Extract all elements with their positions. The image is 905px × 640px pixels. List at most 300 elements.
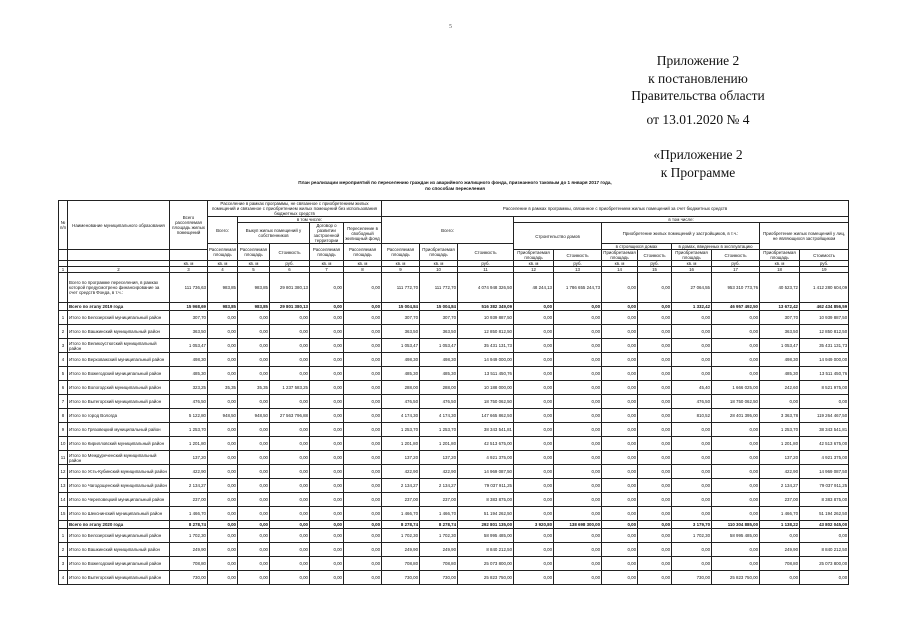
value-cell: 15 968,69	[170, 303, 208, 311]
value-cell: 0,00	[554, 303, 602, 311]
value-cell: 0,00	[310, 353, 344, 367]
value-cell: 498,30	[382, 353, 420, 367]
value-cell: 137,20	[420, 451, 458, 465]
value-cell: 48 244,13	[514, 273, 554, 303]
value-cell: 0,00	[554, 395, 602, 409]
value-cell: 948,50	[238, 409, 270, 423]
value-cell: 3 179,70	[672, 521, 712, 529]
row-number: 8	[59, 409, 68, 423]
value-cell: 0,00	[208, 479, 238, 493]
value-cell: 29 801 380,13	[270, 303, 310, 311]
header-no: № п/п	[59, 201, 68, 250]
value-cell: 0,00	[310, 381, 344, 395]
value-cell: 1 702,30	[382, 529, 420, 543]
unit-cell: кв. м	[672, 261, 712, 267]
value-cell: 1 702,30	[420, 529, 458, 543]
value-cell: 0,00	[672, 437, 712, 451]
table-row	[59, 529, 849, 543]
value-cell: 13 511 450,76	[458, 367, 514, 381]
value-cell: 0,00	[310, 557, 344, 571]
value-cell: 249,90	[382, 543, 420, 557]
value-cell: 25 073 800,00	[800, 557, 849, 571]
value-cell: 42 513 675,00	[800, 437, 849, 451]
table-row	[59, 367, 849, 381]
value-cell: 0,00	[344, 437, 382, 451]
value-cell: 0,00	[760, 395, 800, 409]
value-cell: 1 466,70	[170, 507, 208, 521]
municipality-name: Итого по Белозерский муниципальный район	[68, 311, 170, 325]
value-cell: 0,00	[760, 529, 800, 543]
row-number: 2	[59, 543, 68, 557]
value-cell: 8 383 875,00	[458, 493, 514, 507]
value-cell: 730,00	[420, 571, 458, 585]
value-cell: 0,00	[712, 451, 760, 465]
value-cell: 138 698 300,00	[554, 521, 602, 529]
value-cell: 58 995 485,00	[712, 529, 760, 543]
value-cell: 0,00	[638, 273, 672, 303]
value-cell: 14 949 000,00	[800, 353, 849, 367]
header-sub-area-resettled: Расселяемая площадь	[238, 244, 270, 261]
value-cell: 1 053,47	[760, 339, 800, 353]
row-number	[59, 521, 68, 529]
header-b-acquire-built: в домах, введенных в эксплуатацию	[672, 244, 760, 250]
value-cell: 0,00	[208, 493, 238, 507]
row-number: 2	[59, 325, 68, 339]
value-cell: 28 401 395,00	[712, 409, 760, 423]
heading-line: «Приложение 2	[653, 147, 743, 162]
value-cell: 0,00	[310, 303, 344, 311]
value-cell: 8 521 975,00	[800, 381, 849, 395]
value-cell: 0,00	[638, 571, 672, 585]
value-cell: 0,00	[344, 395, 382, 409]
row-number: 4	[59, 353, 68, 367]
value-cell: 0,00	[310, 571, 344, 585]
value-cell: 0,00	[602, 311, 638, 325]
value-cell: 0,00	[638, 493, 672, 507]
value-cell: 0,00	[514, 543, 554, 557]
header-b-acquire-building: в строящихся домах	[602, 244, 672, 250]
header-sub-cost: Стоимость	[800, 250, 849, 261]
value-cell: 0,00	[310, 451, 344, 465]
value-cell: 35,35	[208, 381, 238, 395]
value-cell: 0,00	[238, 339, 270, 353]
value-cell: 2 134,27	[420, 479, 458, 493]
unit-cell: руб.	[270, 261, 310, 267]
column-index-cell: 19	[800, 267, 849, 273]
row-number: 6	[59, 381, 68, 395]
value-cell: 0,00	[514, 529, 554, 543]
municipality-name: Итого по Вашкинский муниципальный район	[68, 543, 170, 557]
municipality-name: Итого по Междуреченский муниципальный район	[68, 451, 170, 465]
value-cell: 237,00	[382, 493, 420, 507]
value-cell: 0,00	[270, 507, 310, 521]
value-cell: 0,00	[344, 303, 382, 311]
value-cell: 1 138,22	[760, 521, 800, 529]
value-cell: 79 037 911,25	[458, 479, 514, 493]
value-cell: 476,50	[672, 395, 712, 409]
value-cell: 12 850 812,50	[458, 325, 514, 339]
header-sub-area-acquired: Приобретаемая площадь	[420, 244, 458, 261]
value-cell: 363,50	[420, 325, 458, 339]
value-cell: 0,00	[638, 507, 672, 521]
value-cell: 0,00	[238, 521, 270, 529]
value-cell: 110 304 885,00	[712, 521, 760, 529]
value-cell: 79 037 911,25	[800, 479, 849, 493]
value-cell: 422,90	[760, 465, 800, 479]
municipality-name: Итого по Усть-Кубинский муниципальный район	[68, 465, 170, 479]
value-cell: 0,00	[208, 353, 238, 367]
column-index-cell: 18	[760, 267, 800, 273]
value-cell: 0,00	[602, 303, 638, 311]
value-cell: 0,00	[638, 395, 672, 409]
value-cell: 516 382 349,09	[458, 303, 514, 311]
column-index-cell: 4	[208, 267, 238, 273]
value-cell: 0,00	[602, 353, 638, 367]
value-cell: 0,00	[712, 543, 760, 557]
value-cell: 8 278,74	[420, 521, 458, 529]
value-cell: 0,00	[638, 543, 672, 557]
value-cell: 10 939 887,50	[800, 311, 849, 325]
value-cell: 0,00	[310, 529, 344, 543]
unit-cell: кв. м	[208, 261, 238, 267]
value-cell: 708,80	[170, 557, 208, 571]
value-cell: 0,00	[238, 451, 270, 465]
heading-line: к постановлению	[648, 70, 748, 86]
value-cell: 476,50	[170, 395, 208, 409]
value-cell: 810,52	[672, 409, 712, 423]
column-index-cell: 5	[238, 267, 270, 273]
value-cell: 0,00	[712, 353, 760, 367]
column-index-cell: 11	[458, 267, 514, 273]
header-total-area: Всего расселяемая площадь жилых помещений	[170, 201, 208, 250]
value-cell: 1 466,70	[420, 507, 458, 521]
value-cell: 4 921 375,00	[458, 451, 514, 465]
municipality-name: Итого по Верховажский муниципальный район	[68, 353, 170, 367]
value-cell: 485,30	[382, 367, 420, 381]
value-cell: 0,00	[638, 479, 672, 493]
value-cell: 0,00	[310, 273, 344, 303]
value-cell: 476,50	[382, 395, 420, 409]
value-cell: 0,00	[270, 423, 310, 437]
value-cell: 12 850 812,50	[800, 325, 849, 339]
value-cell: 0,00	[310, 395, 344, 409]
value-cell: 0,00	[344, 273, 382, 303]
value-cell: 0,00	[208, 339, 238, 353]
value-cell: 307,70	[170, 311, 208, 325]
value-cell: 0,00	[602, 493, 638, 507]
value-cell: 35 431 131,73	[458, 339, 514, 353]
value-cell: 0,00	[514, 423, 554, 437]
header-a-free: Переселение в свободный жилищный фонд	[344, 223, 382, 244]
value-cell: 323,25	[170, 381, 208, 395]
table-row	[59, 423, 849, 437]
value-cell: 0,00	[270, 395, 310, 409]
value-cell: 0,00	[344, 423, 382, 437]
value-cell: 0,00	[344, 367, 382, 381]
value-cell: 730,00	[672, 571, 712, 585]
value-cell: 0,00	[344, 557, 382, 571]
value-cell: 2 134,27	[382, 479, 420, 493]
value-cell: 0,00	[344, 409, 382, 423]
table-row	[59, 557, 849, 571]
value-cell: 35,35	[238, 381, 270, 395]
heading-line: Правительства области	[631, 88, 765, 103]
value-cell: 0,00	[514, 507, 554, 521]
municipality-name: Итого по город Вологда	[68, 409, 170, 423]
value-cell: 0,00	[344, 339, 382, 353]
value-cell: 485,30	[420, 367, 458, 381]
header-group-b: Расселение в рамках программы, связанное с приобретением жилых помещений за счет бюджетных средств	[382, 201, 849, 217]
value-cell: 0,00	[602, 571, 638, 585]
value-cell: 0,00	[638, 465, 672, 479]
value-cell: 0,00	[712, 437, 760, 451]
value-cell: 0,00	[554, 381, 602, 395]
value-cell: 292 801 135,00	[458, 521, 514, 529]
value-cell: 0,00	[238, 571, 270, 585]
value-cell: 5 122,80	[170, 409, 208, 423]
value-cell: 25 823 750,00	[712, 571, 760, 585]
column-index-cell: 15	[638, 267, 672, 273]
heading-line: Приложение 2	[656, 53, 740, 68]
value-cell: 0,00	[238, 437, 270, 451]
value-cell: 983,85	[238, 273, 270, 303]
value-cell: 237,00	[170, 493, 208, 507]
table-row	[59, 493, 849, 507]
value-cell: 0,00	[344, 465, 382, 479]
value-cell: 0,00	[554, 493, 602, 507]
value-cell: 8 383 875,00	[800, 493, 849, 507]
heading-line: от 13.01.2020 № 4	[646, 111, 750, 127]
value-cell: 0,00	[208, 311, 238, 325]
value-cell: 0,00	[208, 325, 238, 339]
table-row	[59, 571, 849, 585]
value-cell: 0,00	[638, 409, 672, 423]
value-cell: 983,85	[238, 303, 270, 311]
value-cell: 485,30	[170, 367, 208, 381]
value-cell: 0,00	[514, 353, 554, 367]
header-sub-area-resettled: Расселяемая площадь	[382, 244, 420, 261]
value-cell: 0,00	[800, 571, 849, 585]
value-cell: 0,00	[712, 339, 760, 353]
row-number: 11	[59, 451, 68, 465]
value-cell: 0,00	[270, 465, 310, 479]
table-row	[59, 507, 849, 521]
municipality-name: Итого по Великоустюгский муниципальный район	[68, 339, 170, 353]
value-cell: 0,00	[514, 409, 554, 423]
value-cell: 147 665 862,50	[458, 409, 514, 423]
value-cell: 307,70	[382, 311, 420, 325]
value-cell: 0,00	[554, 437, 602, 451]
municipality-name: Итого по Вашкинский муниципальный район	[68, 325, 170, 339]
value-cell: 0,00	[712, 507, 760, 521]
value-cell: 0,00	[344, 311, 382, 325]
unit-cell: руб.	[554, 261, 602, 267]
value-cell: 8 840 212,50	[458, 543, 514, 557]
value-cell: 0,00	[208, 543, 238, 557]
value-cell: 1 786 655 244,73	[554, 273, 602, 303]
value-cell: 0,00	[238, 543, 270, 557]
header-a-buyout: Выкуп жилых помещений у собственников	[238, 223, 310, 244]
value-cell: 0,00	[672, 325, 712, 339]
value-cell: 0,00	[344, 451, 382, 465]
value-cell: 708,80	[760, 557, 800, 571]
value-cell: 0,00	[208, 367, 238, 381]
value-cell: 0,00	[270, 353, 310, 367]
value-cell: 8 840 212,50	[800, 543, 849, 557]
value-cell: 0,00	[554, 325, 602, 339]
header-group-a: Расселение в рамках программы, не связанное с приобретением жилых помещений и связанное с приобретением жилых помещений без использования бюджетных средств	[208, 201, 382, 217]
table-row	[59, 325, 849, 339]
value-cell: 0,00	[672, 479, 712, 493]
value-cell: 0,00	[554, 529, 602, 543]
value-cell: 0,00	[270, 521, 310, 529]
value-cell: 0,00	[310, 507, 344, 521]
value-cell: 1 201,80	[760, 437, 800, 451]
value-cell: 1 666 025,00	[712, 381, 760, 395]
municipality-name: Всего по этапу 2020 года	[68, 521, 170, 529]
table-row	[59, 437, 849, 451]
value-cell: 0,00	[238, 367, 270, 381]
value-cell: 0,00	[238, 507, 270, 521]
value-cell: 0,00	[638, 303, 672, 311]
value-cell: 0,00	[602, 395, 638, 409]
value-cell: 0,00	[672, 507, 712, 521]
value-cell: 249,90	[760, 543, 800, 557]
header-b-total: Всего:	[382, 217, 514, 244]
value-cell: 983,85	[208, 303, 238, 311]
unit-cell: руб.	[638, 261, 672, 267]
value-cell: 0,00	[554, 465, 602, 479]
value-cell: 0,00	[270, 367, 310, 381]
value-cell: 111 772,70	[382, 273, 420, 303]
value-cell: 13 511 450,76	[800, 367, 849, 381]
value-cell: 18 750 062,50	[458, 395, 514, 409]
value-cell: 0,00	[310, 543, 344, 557]
heading-line: к Программе	[660, 164, 736, 180]
value-cell: 0,00	[554, 543, 602, 557]
value-cell: 0,00	[602, 465, 638, 479]
value-cell: 0,00	[514, 479, 554, 493]
column-index-cell: 13	[554, 267, 602, 273]
unit-cell: руб.	[458, 261, 514, 267]
row-number: 14	[59, 493, 68, 507]
header-a-total: Всего:	[208, 217, 238, 244]
plan-title	[200, 180, 710, 192]
value-cell: 0,00	[602, 325, 638, 339]
municipality-name: Всего по этапу 2019 года	[68, 303, 170, 311]
column-index-cell: 2	[68, 267, 170, 273]
column-index-cell: 17	[712, 267, 760, 273]
value-cell: 0,00	[310, 465, 344, 479]
value-cell: 2 134,27	[760, 479, 800, 493]
unit-cell: кв. м	[514, 261, 554, 267]
unit-cell: руб.	[712, 261, 760, 267]
value-cell: 1 201,80	[382, 437, 420, 451]
value-cell: 0,00	[554, 353, 602, 367]
value-cell: 0,00	[672, 493, 712, 507]
value-cell: 0,00	[514, 437, 554, 451]
value-cell: 730,00	[170, 571, 208, 585]
table-row	[59, 303, 849, 311]
value-cell: 0,00	[554, 339, 602, 353]
value-cell: 0,00	[602, 423, 638, 437]
column-index-cell: 7	[310, 267, 344, 273]
value-cell: 0,00	[602, 451, 638, 465]
value-cell: 4 074 948 326,50	[458, 273, 514, 303]
row-number: 13	[59, 479, 68, 493]
value-cell: 0,00	[554, 409, 602, 423]
value-cell: 0,00	[602, 409, 638, 423]
value-cell: 0,00	[602, 437, 638, 451]
value-cell: 0,00	[554, 557, 602, 571]
value-cell: 0,00	[672, 339, 712, 353]
header-sub-area-resettled: Расселяемая площадь	[344, 244, 382, 261]
value-cell: 0,00	[672, 465, 712, 479]
value-cell: 4 921 375,00	[800, 451, 849, 465]
column-index-cell: 12	[514, 267, 554, 273]
value-cell: 27 064,55	[672, 273, 712, 303]
value-cell: 0,00	[638, 557, 672, 571]
unit-cell: кв. м	[382, 261, 420, 267]
value-cell: 0,00	[270, 543, 310, 557]
unit-cell: кв. м	[420, 261, 458, 267]
value-cell: 38 343 541,81	[458, 423, 514, 437]
value-cell: 237,00	[760, 493, 800, 507]
table-row	[59, 395, 849, 409]
value-cell: 8 278,74	[170, 521, 208, 529]
value-cell: 0,00	[310, 311, 344, 325]
value-cell: 40 523,72	[760, 273, 800, 303]
municipality-name: Всего по программе переселения, в рамках которой предусмотрено финансирование за счет средств Фонда, в т.ч.:	[68, 273, 170, 303]
value-cell: 0,00	[638, 311, 672, 325]
value-cell: 0,00	[344, 353, 382, 367]
value-cell: 0,00	[638, 529, 672, 543]
value-cell: 0,00	[310, 493, 344, 507]
municipality-name: Итого по Шекснинский муниципальный район	[68, 507, 170, 521]
header-sub-cost: Стоимость	[458, 244, 514, 261]
value-cell: 0,00	[238, 311, 270, 325]
value-cell: 1 466,70	[760, 507, 800, 521]
value-cell: 708,80	[382, 557, 420, 571]
value-cell: 708,80	[420, 557, 458, 571]
value-cell: 0,00	[270, 557, 310, 571]
header-sub-cost: Стоимость	[712, 250, 760, 261]
value-cell: 0,00	[638, 423, 672, 437]
value-cell: 498,30	[420, 353, 458, 367]
value-cell: 0,00	[712, 367, 760, 381]
row-number	[59, 273, 68, 303]
value-cell: 0,00	[760, 571, 800, 585]
value-cell: 0,00	[602, 367, 638, 381]
value-cell: 43 802 045,00	[800, 521, 849, 529]
value-cell: 111 772,70	[420, 273, 458, 303]
value-cell: 0,00	[238, 325, 270, 339]
value-cell: 422,90	[382, 465, 420, 479]
table-row	[59, 465, 849, 479]
value-cell: 0,00	[344, 493, 382, 507]
value-cell: 0,00	[238, 395, 270, 409]
row-number: 5	[59, 367, 68, 381]
value-cell: 0,00	[638, 521, 672, 529]
table-row	[59, 451, 849, 465]
value-cell: 0,00	[638, 367, 672, 381]
value-cell: 0,00	[514, 395, 554, 409]
value-cell: 0,00	[344, 521, 382, 529]
value-cell: 476,50	[420, 395, 458, 409]
value-cell: 242,60	[760, 381, 800, 395]
column-index-cell: 9	[382, 267, 420, 273]
header-sub-cost: Стоимость	[554, 250, 602, 261]
